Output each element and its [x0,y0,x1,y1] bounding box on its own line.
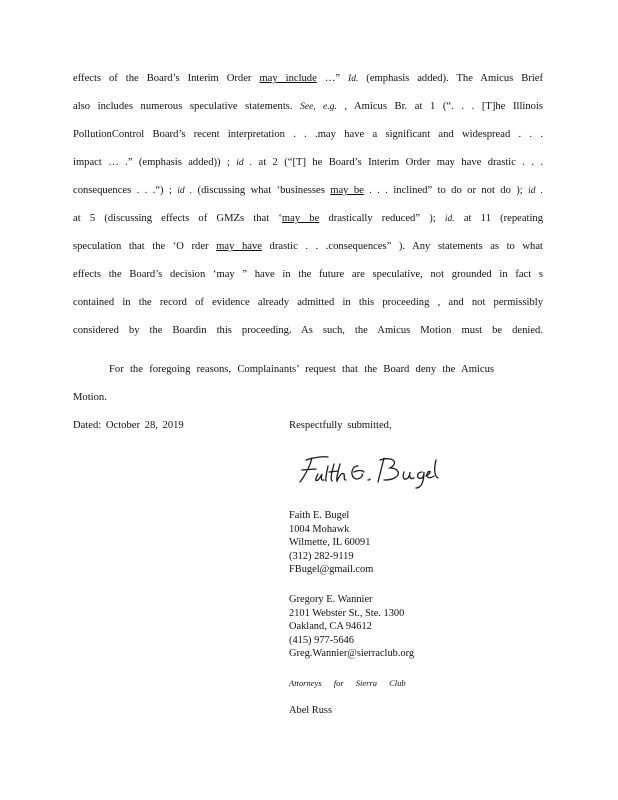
italic-citation: id. [444,214,455,224]
attorney-block-bugel [289,509,373,577]
text-run: drastically reduced” ); [319,213,445,224]
underlined-text: may be [281,213,320,224]
argument-line [73,184,543,198]
argument-line [73,296,543,310]
text-run: also includes numerous speculative statements. [73,101,301,112]
dated-line: Dated: October 28, 2019 [73,420,184,431]
signature-image [292,452,452,492]
argument-line [73,212,543,226]
text-run: considered by the Boardin this proceeding. As such, the Amicus Motion must be denied. [73,325,543,336]
italic-citation: See, e.g. [300,102,337,112]
text-run: , Amicus Br. at 1 (“. . . [T]he Illinois [336,101,543,112]
underlined-text: may include [259,73,317,84]
attorney-city-line: Wilmette, IL 60091 [289,537,371,548]
attorney-address-line: 2101 Webster St., Ste. 1300 [289,607,405,619]
attorney-name: Faith E. Bugel [289,510,350,521]
attorney-phone: (415) 977-5646 [289,634,354,646]
underlined-text: may have [216,241,262,252]
text-run: at 5 (discussing effects of GMZs that ‘ [73,213,282,224]
conclusion-line-2: Motion. [73,392,107,403]
argument-line [73,268,543,282]
text-run: …” [316,73,349,84]
text-run: effects the Board’s decision ‘may ” have in the future are speculative, not grounded in fact s [73,269,543,280]
text-run: effects of the Board’s Interim Order [73,73,260,84]
attorney-address-line: 1004 Mohawk [289,523,350,535]
text-run: at 2 (“[T] he Board’s Interim Order may have drastic . . . [252,157,544,168]
italic-citation: id . [528,186,544,196]
conclusion-line-1: For the foregoing reasons, Complainants’ request that the Board deny the Amicus [109,364,494,375]
italic-citation: id . [236,158,253,168]
italic-citation: Id. [348,74,359,84]
attorney-name: Gregory E. Wannier [289,594,373,605]
attorney-email: Greg.Wannier@sierraclub.org [289,648,415,659]
argument-line [73,324,543,338]
text-run: consequences . . .“) ; [73,185,178,196]
closing-line: Respectfully submitted, [289,420,392,431]
text-run: speculation that the ‘O rder [73,241,217,252]
attorney-block-wannier [289,593,414,661]
attorney-city-line: Oakland, CA 94612 [289,621,372,632]
text-run: at 11 (repeating [454,213,544,224]
attorney-name-russ: Abel Russ [289,705,333,716]
argument-line [73,156,543,170]
argument-line [73,100,543,114]
text-run: . . . inclined” to do or not do ); [363,185,529,196]
text-run: PollutionControl Board’s recent interpretation . . .may have a significant and widespread . . . [73,129,543,140]
italic-citation: id . [177,186,193,196]
argument-line [73,240,543,254]
text-run: (discussing what ‘businesses [192,185,331,196]
attorney-phone: (312) 282-9119 [289,550,354,562]
argument-line [73,128,543,142]
underlined-text: may be [330,185,364,196]
text-run: (emphasis added). The Amicus Brief [358,73,543,84]
text-run: drastic . . .consequences” ). Any statements as to what [261,241,543,252]
attorneys-for-label: Attorneys for Sierra Club [289,678,406,688]
attorney-email: FBugel@gmail.com [289,564,374,575]
text-run: contained in the record of evidence already admitted in this proceeding , and not permissibly [73,297,543,308]
text-run: impact … .” (emphasis added)) ; [73,157,237,168]
argument-line [73,72,543,86]
